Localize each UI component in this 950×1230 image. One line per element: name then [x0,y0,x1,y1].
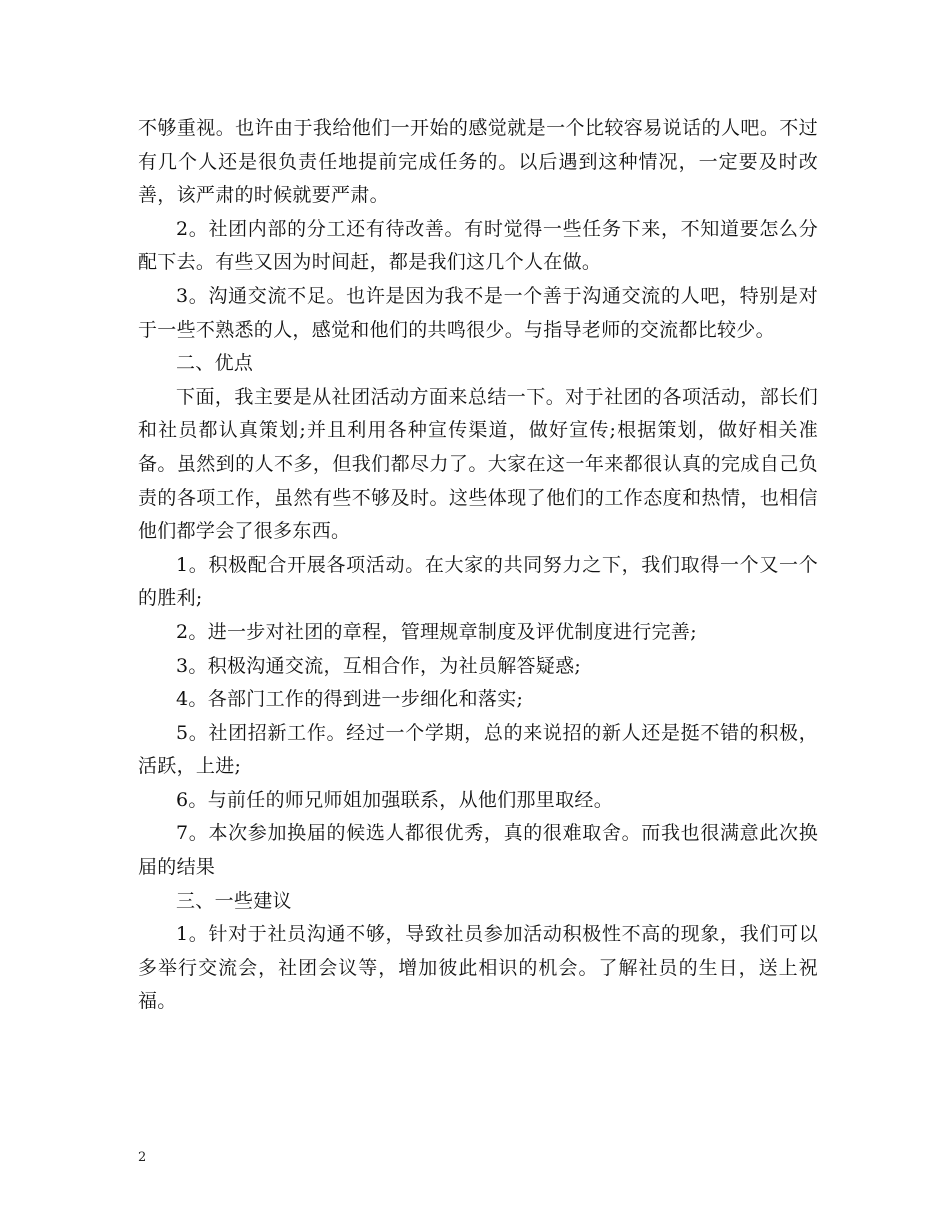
list-item: 6。与前任的师兄师姐加强联系，从他们那里取经。 [176,788,613,811]
paragraph: 下面，我主要是从社团活动方面来总结一下。对于社团的各项活动，部长们和社员都认真策划;并且利用各种宣传渠道，做好宣传;根据策划，做好相关准备。虽然到的人不多，但我们都尽力了。大家在这一年来都很认真的完成自己负责的各项工作，虽然有些不够及时。这些体现了他们的工作态度和热情，也相信他们都学会了很多东西。 [138,385,818,543]
list-item: 3。积极沟通交流，互相合作，为社员解答疑惑; [176,654,582,677]
list-item: 4。各部门工作的得到进一步细化和落实; [176,688,524,711]
paragraph: 不够重视。也许由于我给他们一开始的感觉就是一个比较容易说话的人吧。不过有几个人还是很负责任地提前完成任务的。以后遇到这种情况，一定要及时改善，该严肃的时候就要严肃。 [138,117,818,207]
paragraph: 3。沟通交流不足。也许是因为我不是一个善于沟通交流的人吧，特别是对于一些不熟悉的人，感觉和他们的共鸣很少。与指导老师的交流都比较少。 [138,284,818,341]
section-heading: 二、优点 [176,352,254,375]
list-item: 2。进一步对社团的章程，管理规章制度及评优制度进行完善; [176,620,697,643]
list-item: 1。针对于社员沟通不够，导致社员参加活动积极性不高的现象，我们可以多举行交流会，社团会议等，增加彼此相识的机会。了解社员的生日，送上祝福。 [138,923,818,1013]
list-item: 7。本次参加换届的候选人都很优秀，真的很难取舍。而我也很满意此次换届的结果 [138,822,818,879]
document-body [138,112,818,1019]
paragraph: 2。社团内部的分工还有待改善。有时觉得一些任务下来，不知道要怎么分配下去。有些又因为时间赶，都是我们这几个人在做。 [138,217,818,274]
section-heading: 三、一些建议 [176,889,292,912]
list-item: 5。社团招新工作。经过一个学期，总的来说招的新人还是挺不错的积极，活跃，上进; [138,721,818,778]
page-number: 2 [138,1150,147,1165]
list-item: 1。积极配合开展各项活动。在大家的共同努力之下，我们取得一个又一个的胜利; [138,553,818,610]
